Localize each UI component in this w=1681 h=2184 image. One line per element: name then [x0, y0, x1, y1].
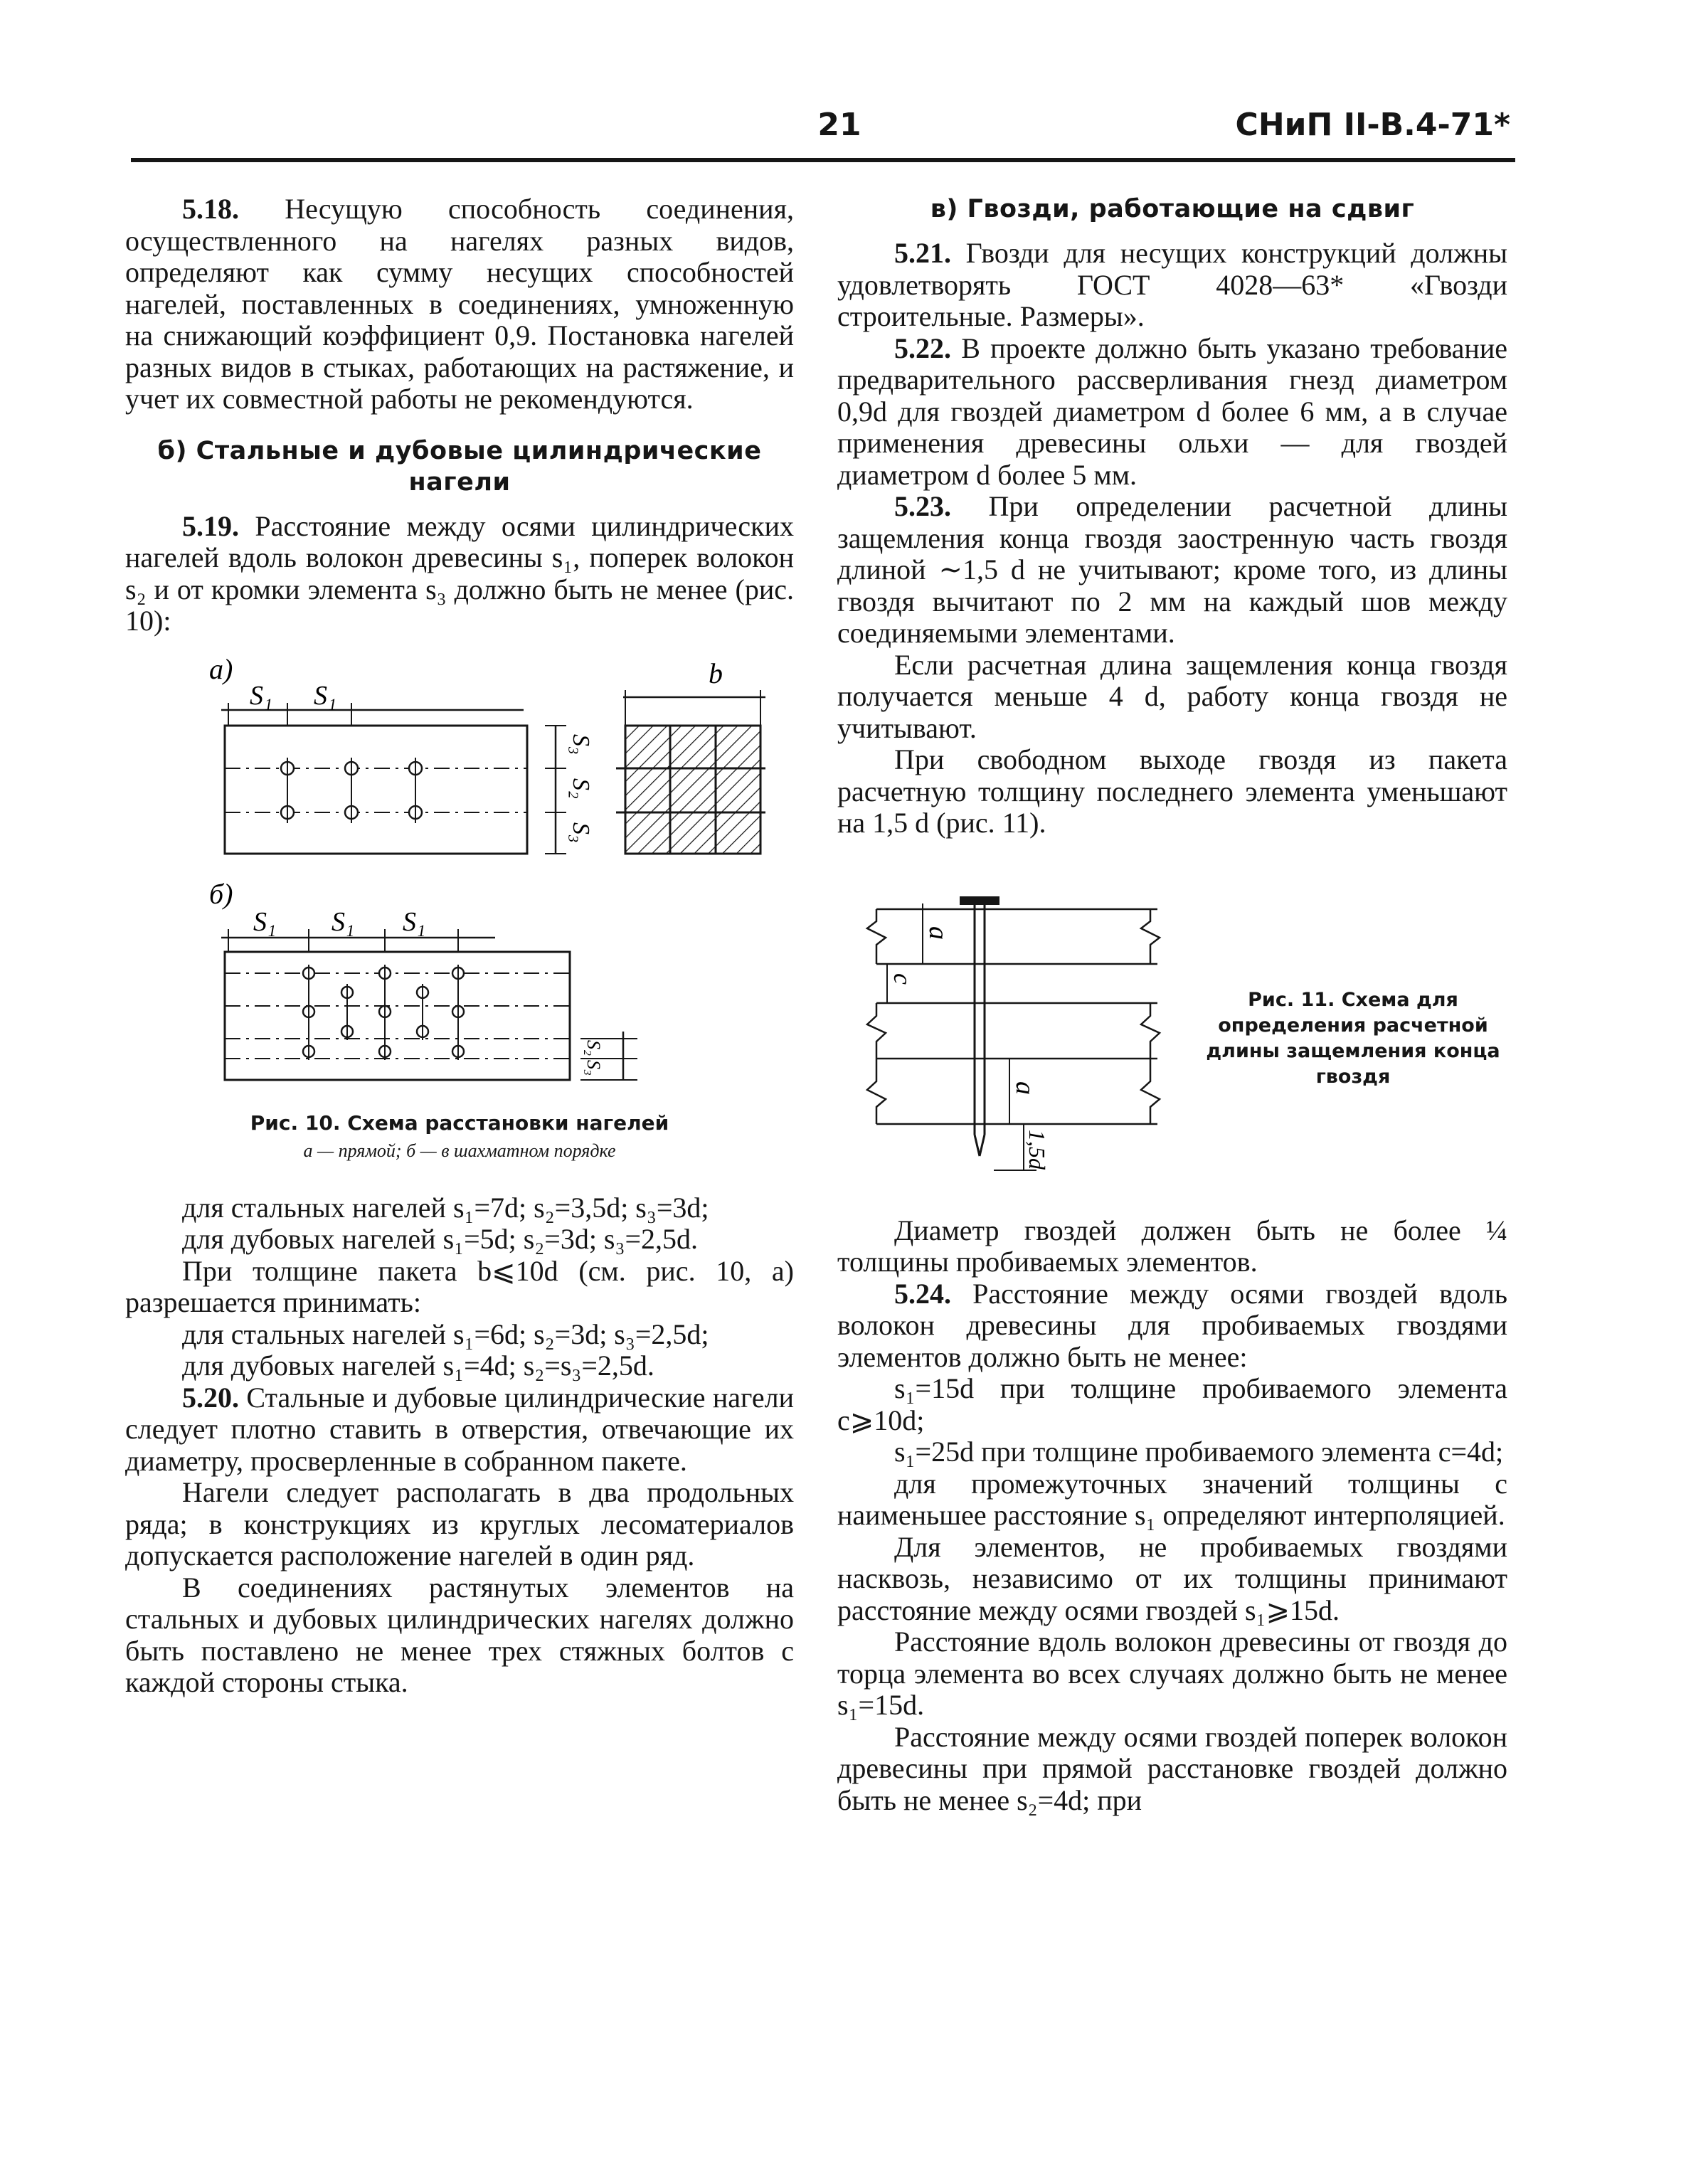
figure-11 [837, 889, 1507, 1202]
svg-text:S₁: S₁ [314, 680, 337, 711]
free-exit-note: При свободном выходе гвоздя из пакета расчетную толщину последнего элемента уменьшают на 1,5 d (рис. 11). [837, 743, 1507, 839]
clause-number: 5.21. [894, 237, 951, 269]
paragraph-5-18 [125, 194, 794, 415]
document-code: СНиП II-В.4-71* [1235, 107, 1510, 143]
spacing-15d: s₁=15d при толщине пробиваемого элемента c⩾10d; [837, 1372, 1507, 1436]
right-column [837, 194, 1507, 1816]
svg-text:S₁: S₁ [250, 680, 273, 711]
clause-text: Несущую способность соединения, осуществленного на нагелях разных видов, определяют как сумму несущих способностей нагелей, поставленных в соединениях, умноженную на снижающий коэффициент 0,9. Постановка нагелей разных видов в стыках, работающих на растяжение, и учет их совместной работы не рекомендуются. [125, 193, 794, 415]
oak-dowels-spacing-thin: для дубовых нагелей s₁=4d; s₂=s₃=2,5d. [182, 1350, 654, 1382]
nail-head [960, 896, 999, 905]
clause-text: В проекте должно быть указано требование предварительного рассверливания гнезд диаметром 0,9d для гвоздей диаметром d более 6 мм, а в случае применения древесины ольхи — для гвоздей диаметром d более 5 мм. [837, 332, 1507, 491]
clamping-length-note: Если расчетная длина защемления конца гвоздя получается меньше 4 d, работу конца гвоздя не учитывают. [837, 648, 1507, 744]
left-column [125, 194, 794, 1699]
figure-11-caption: Рис. 11. Схема для определения расчетной длины защемления конца гвоздя [1206, 988, 1500, 1088]
svg-text:S₁: S₁ [332, 906, 355, 937]
paragraph-5-22 [837, 333, 1507, 492]
label-a: а) [209, 652, 233, 685]
paragraph-5-19 [125, 511, 794, 637]
clause-number: 5.20. [182, 1381, 239, 1414]
paragraph-5-21 [837, 238, 1507, 333]
clause-text: Гвозди для несущих конструкций должны удовлетворять ГОСТ 4028—63* «Гвозди строительные. Размеры». [837, 237, 1507, 332]
clause-number: 5.23. [894, 490, 951, 522]
clause-text: Расстояние между осями цилиндрических нагелей вдоль волокон древесины s₁, поперек волокон s₂ и от кромки элемента s₃ должно быть не менее (рис. 10): [125, 509, 794, 637]
across-grain-note: Расстояние между осями гвоздей поперек волокон древесины при прямой расстановке гвоздей должно быть не менее s₂=4d; при [837, 1720, 1507, 1816]
clause-number: 5.19. [182, 509, 239, 542]
thin-pack-note: При толщине пакета b⩽10d (см. рис. 10, а) разрешается принимать: [125, 1254, 794, 1318]
oak-dowels-spacing: для дубовых нагелей s₁=5d; s₂=3d; s₃=2,5d. [182, 1223, 698, 1255]
nail-diameter-note: Диаметр гвоздей должен быть не более ¼ толщины пробиваемых элементов. [837, 1214, 1507, 1278]
scheme-straight [221, 681, 594, 854]
clause-number: 5.22. [894, 332, 951, 364]
clause-number: 5.24. [894, 1277, 951, 1310]
steel-dowels-spacing-thin: для стальных нагелей s₁=6d; s₂=3d; s₃=2,5d; [182, 1318, 709, 1350]
tie-bolts-paragraph: В соединениях растянутых элементов на стальных и дубовых цилиндрических нагелях должно быть поставлено не менее трех стяжных болтов с каждой стороны стыка. [125, 1571, 794, 1698]
paragraph-5-23 [837, 491, 1507, 650]
figure-11-nail-scheme [837, 889, 1193, 1202]
clause-text: При определении расчетной длины защемления конца гвоздя заостренную часть гвоздя длиной ∼1,5 d не учитывают; кроме того, из длины гвоздя вычитают по 2 мм на каждый шов между соединяемыми элементами. [837, 490, 1507, 649]
header-rule [131, 158, 1515, 162]
spacing-25d: s₁=25d при толщине пробиваемого элемента c=4d; [894, 1436, 1504, 1468]
svg-text:S₃: S₃ [568, 733, 594, 755]
svg-text:b: b [709, 657, 723, 689]
svg-text:S₃: S₃ [568, 822, 594, 843]
svg-text:1,5d: 1,5d [1024, 1129, 1050, 1170]
interpolation-note: для промежуточных значений толщины c наименьшее расстояние s₁ определяют интерполяцией. [837, 1467, 1507, 1531]
section-heading-v: в) Гвозди, работающие на сдвиг [930, 195, 1415, 223]
clause-number: 5.18. [182, 193, 239, 225]
steel-dowels-spacing: для стальных нагелей s₁=7d; s₂=3,5d; s₃=3d; [182, 1191, 709, 1224]
scheme-staggered [221, 907, 637, 1080]
paragraph-5-20 [125, 1382, 794, 1478]
section-heading-b: б) Стальные и дубовые цилиндрические нагели [157, 436, 762, 497]
cross-section [616, 657, 765, 854]
end-distance-note: Расстояние вдоль волокон древесины от гвоздя до торца элемента во всех случаях должно быть не менее s₁=15d. [837, 1626, 1507, 1721]
svg-text:S₁: S₁ [253, 906, 277, 937]
svg-text:S₂: S₂ [583, 1039, 604, 1056]
clause-text: Стальные и дубовые цилиндрические нагели следует плотно ставить в отверстия, отвечающие их диаметру, просверленные в собранном пакете. [125, 1381, 794, 1477]
page-number: 21 [817, 107, 861, 143]
figure-10-caption: Рис. 10. Схема расстановки нагелей [250, 1110, 669, 1135]
dowel-rows-paragraph: Нагели следует располагать в два продольных ряда; в конструкциях из круглых лесоматериалов допускается расположение нагелей в один ряд. [125, 1476, 794, 1571]
svg-text:a: a [1010, 1081, 1040, 1095]
paragraph-5-24 [837, 1278, 1507, 1374]
svg-text:a: a [923, 926, 953, 940]
svg-text:S₃: S₃ [583, 1059, 604, 1076]
label-b: б) [209, 877, 233, 910]
figure-10-dowel-layout [125, 647, 765, 1103]
not-through-note: Для элементов, не пробиваемых гвоздями насквозь, независимо от их толщины принимают расстояние между осями гвоздей s₁⩾15d. [837, 1530, 1507, 1626]
figure-10-subcaption: а — прямой; б — в шахматном порядке [303, 1140, 616, 1161]
clause-text: Расстояние между осями гвоздей вдоль волокон древесины для пробиваемых гвоздями элементов должно быть не менее: [837, 1277, 1507, 1373]
svg-text:c: c [889, 972, 917, 985]
svg-text:S₁: S₁ [403, 906, 426, 937]
svg-text:S₂: S₂ [568, 778, 594, 799]
